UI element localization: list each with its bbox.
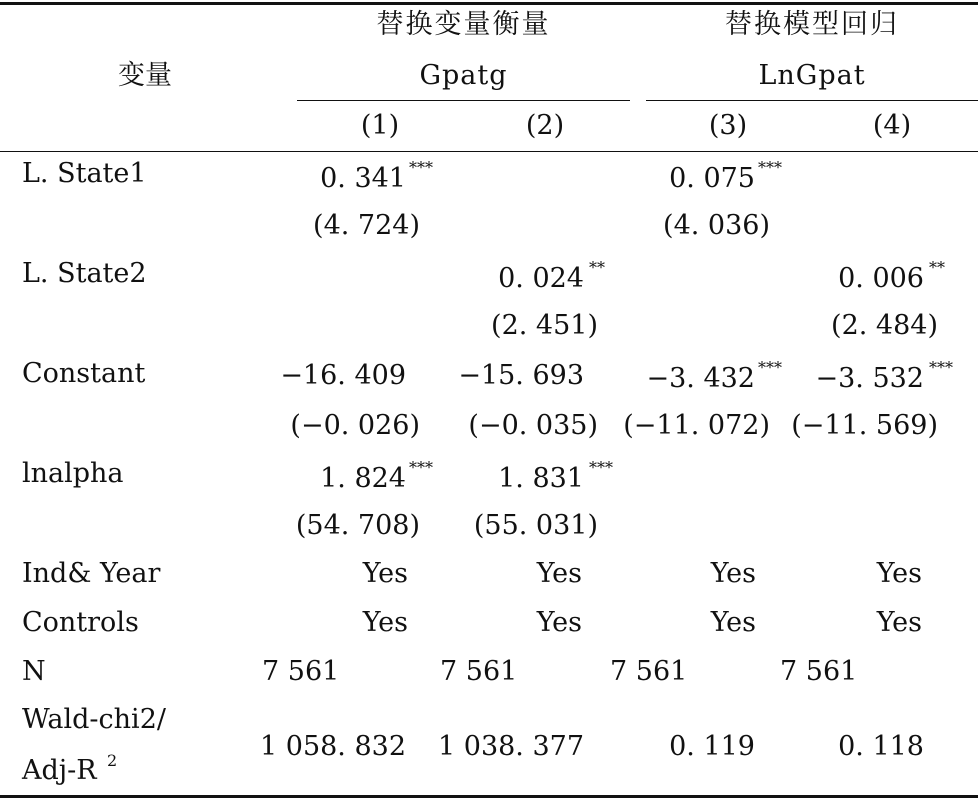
constant-coef-4: −3. 532 — [815, 363, 924, 394]
state2-coef-2: 0. 024 — [498, 263, 584, 294]
controls-1: Yes — [362, 607, 408, 638]
constant-coef-3: −3. 432 — [646, 363, 755, 394]
state2-sig-2: ** — [589, 258, 605, 277]
group1-title: 替换变量衡量 — [376, 9, 551, 40]
row-label-wald-superscript: 2 — [107, 751, 118, 770]
row-label-lnalpha: lnalpha — [22, 458, 124, 489]
top-rule — [0, 2, 978, 5]
lnalpha-coef-2: 1. 831 — [498, 463, 584, 494]
ind-year-1: Yes — [362, 558, 408, 589]
constant-sig-3: *** — [758, 358, 782, 377]
row-label-n: N — [22, 656, 46, 687]
n-2: 7 561 — [440, 656, 518, 687]
n-3: 7 561 — [610, 656, 688, 687]
row-label-wald-line1: Wald-chi2/ — [22, 704, 166, 735]
column-label-2: (2) — [525, 110, 565, 141]
n-1: 7 561 — [262, 656, 340, 687]
state1-sig-1: *** — [409, 158, 433, 177]
group2-title: 替换模型回归 — [725, 9, 899, 40]
state1-coef-3: 0. 075 — [669, 163, 755, 194]
column-label-3: (3) — [708, 110, 748, 141]
lnalpha-sig-1: *** — [409, 458, 433, 477]
header-rule — [0, 151, 978, 152]
variable-header: 变量 — [118, 60, 172, 91]
controls-3: Yes — [710, 607, 756, 638]
controls-4: Yes — [876, 607, 922, 638]
group2-dependent-var: LnGpat — [758, 60, 866, 91]
ind-year-4: Yes — [876, 558, 922, 589]
lnalpha-coef-1: 1. 824 — [320, 463, 406, 494]
lnalpha-sig-2: *** — [589, 458, 613, 477]
constant-tstat-2: (−0. 035) — [468, 410, 598, 441]
group1-dependent-var: Gpatg — [419, 60, 508, 91]
row-label-constant: Constant — [22, 358, 146, 389]
lnalpha-tstat-2: (55. 031) — [473, 510, 598, 541]
row-label-state1: L. State1 — [22, 158, 147, 189]
row-label-state2: L. State2 — [22, 258, 147, 289]
ind-year-3: Yes — [710, 558, 756, 589]
constant-coef-1: −16. 409 — [280, 360, 406, 391]
state2-coef-4: 0. 006 — [838, 263, 924, 294]
group1-underline — [297, 100, 630, 101]
wald-2: 1 038. 377 — [438, 731, 584, 762]
state2-tstat-2: (2. 451) — [491, 310, 598, 341]
wald-3: 0. 119 — [669, 731, 755, 762]
constant-sig-4: *** — [929, 358, 953, 377]
row-label-wald-line2: Adj-R — [22, 755, 97, 786]
constant-tstat-3: (−11. 072) — [623, 410, 770, 441]
constant-tstat-4: (−11. 569) — [791, 410, 938, 441]
column-label-4: (4) — [872, 110, 912, 141]
constant-coef-2: −15. 693 — [458, 360, 584, 391]
state1-tstat-1: (4. 724) — [313, 210, 420, 241]
bottom-rule — [0, 795, 978, 798]
group2-underline — [646, 100, 978, 101]
wald-1: 1 058. 832 — [260, 731, 406, 762]
state1-tstat-3: (4. 036) — [663, 210, 770, 241]
state1-sig-3: *** — [758, 158, 782, 177]
state2-tstat-4: (2. 484) — [831, 310, 938, 341]
state2-sig-4: ** — [929, 258, 945, 277]
constant-tstat-1: (−0. 026) — [290, 410, 420, 441]
state1-coef-1: 0. 341 — [320, 163, 406, 194]
wald-4: 0. 118 — [838, 731, 924, 762]
controls-2: Yes — [536, 607, 582, 638]
n-4: 7 561 — [780, 656, 858, 687]
row-label-controls: Controls — [22, 607, 139, 638]
column-label-1: (1) — [360, 110, 400, 141]
row-label-ind-year: Ind& Year — [22, 558, 161, 589]
ind-year-2: Yes — [536, 558, 582, 589]
lnalpha-tstat-1: (54. 708) — [295, 510, 420, 541]
